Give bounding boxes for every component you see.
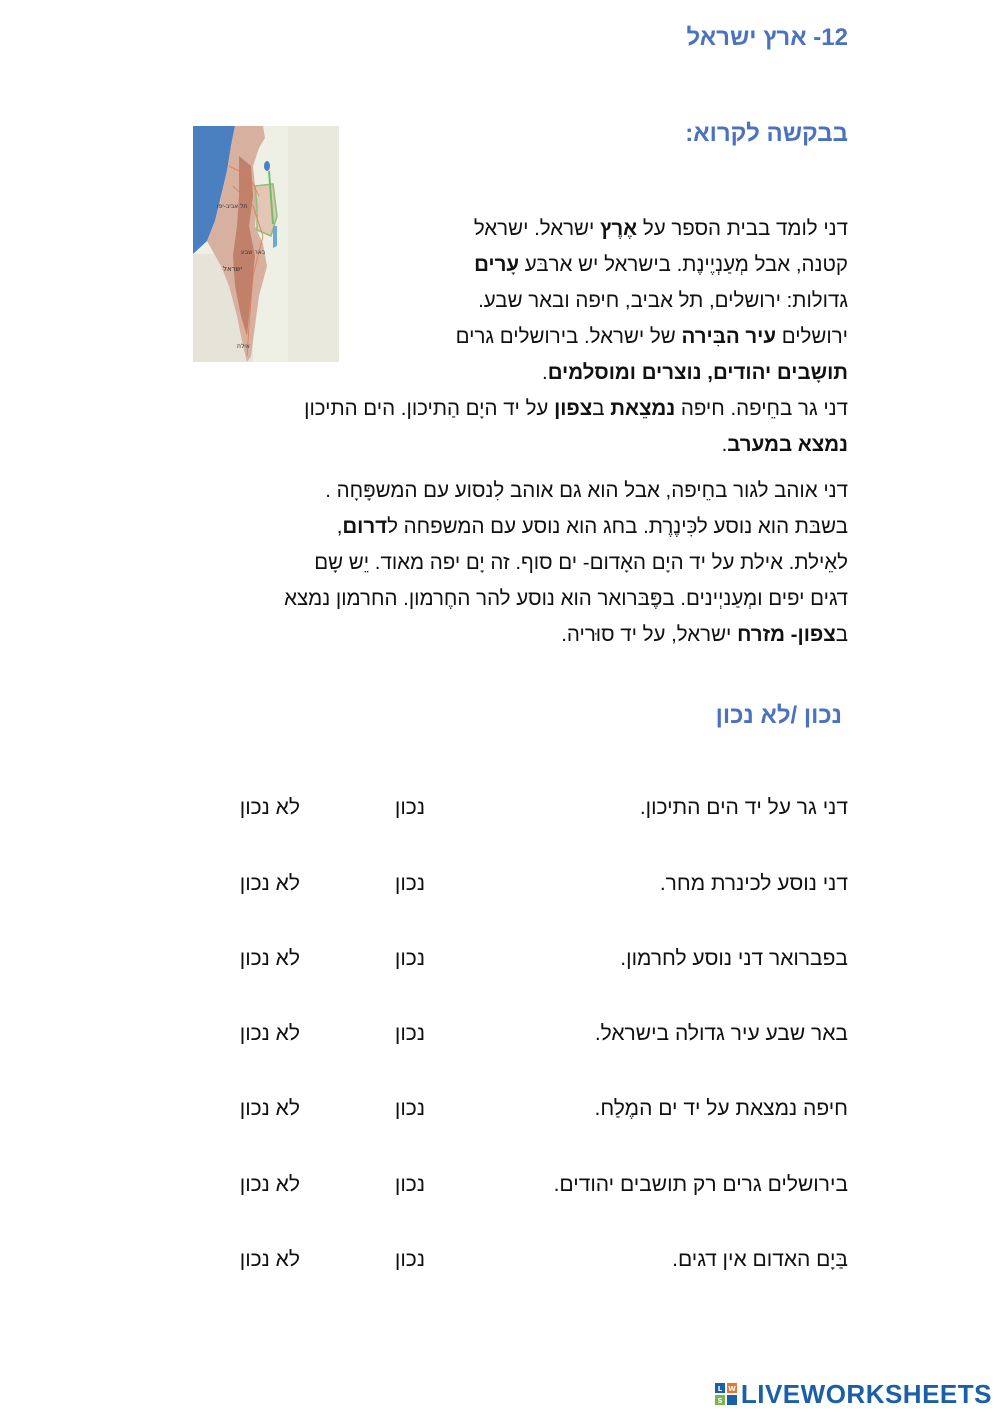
text-run: ב xyxy=(592,397,611,420)
text-run: דני גר בחֵיפה. חיפה xyxy=(675,397,848,420)
map-label-beer-sheva: באר שבע xyxy=(241,249,266,256)
text-run: . xyxy=(541,361,548,384)
answer-true-option[interactable]: נכון xyxy=(394,872,425,895)
statement-text: חיפה נמצאת על יד ים המֶלַח. xyxy=(594,1097,848,1120)
text-run: גדולות: ירושלים, תל אביב, חיפה ובאר שבע. xyxy=(478,289,848,312)
map-label-tel-aviv: תל אביב-יפו xyxy=(217,203,248,210)
text-run: ישראל. ישראל xyxy=(473,217,601,240)
page-title: 12- ארץ ישראל xyxy=(686,24,848,51)
paragraph-line xyxy=(148,581,848,617)
statement-text: דני גר על יד הים התיכון. xyxy=(639,796,848,819)
paragraph-line xyxy=(168,427,848,463)
statement-text: באר שבע עיר גדולה בישראל. xyxy=(594,1022,848,1045)
bold-keyword: עָרים xyxy=(474,253,520,276)
reading-paragraph-2 xyxy=(168,391,848,463)
true-false-row xyxy=(0,1167,1000,1207)
answer-true-option[interactable]: נכון xyxy=(394,796,425,819)
text-run: , xyxy=(336,515,343,538)
text-run: לאֵילת. אילת על יד היָם האָדום- ים סוף. זה יָם יפה מאוד. יֵש שָם xyxy=(314,551,848,574)
answer-true-option[interactable]: נכון xyxy=(394,1097,425,1120)
paragraph-line xyxy=(148,509,848,545)
text-run: דגים יפים ומְעַניְינים. בפֶּבּרואר הוא נוסע להר החֶרמון. החרמון נמצא xyxy=(284,587,848,610)
text-run: של ישראל. בירושלים גרים xyxy=(455,325,682,348)
bold-keyword: אֶרֶץ xyxy=(600,217,638,240)
answer-true-option[interactable]: נכון xyxy=(394,1248,425,1271)
true-false-row xyxy=(0,1016,1000,1056)
true-false-row xyxy=(0,941,1000,981)
paragraph-line xyxy=(148,545,848,581)
true-false-row xyxy=(0,1242,1000,1282)
text-run: דני אוהב לגור בחֵיפה, אבל הוא גם אוהב לִנסוע עם המשפָּחָה . xyxy=(325,479,848,502)
liveworksheets-logo xyxy=(715,1378,992,1410)
logo-mark-letter: L xyxy=(717,1385,723,1393)
statement-text: בַּיָם האדום אין דגים. xyxy=(672,1248,848,1271)
bold-keyword: מערב xyxy=(727,433,779,456)
paragraph-line xyxy=(168,391,848,427)
paragraph-line xyxy=(368,283,848,319)
text-run: . xyxy=(721,433,728,456)
paragraph-line xyxy=(148,617,848,653)
bold-keyword: נמצֵאת xyxy=(610,397,676,420)
text-run: דני לומד בבית הספר על xyxy=(637,217,848,240)
reading-paragraph-1 xyxy=(368,211,848,391)
text-run: ירושלים xyxy=(776,325,848,348)
answer-false-option[interactable]: לא נכון xyxy=(239,1022,300,1045)
answer-false-option[interactable]: לא נכון xyxy=(239,872,300,895)
liveworksheets-logo-text: LIVEWORKSHEETS xyxy=(740,1378,992,1409)
statement-text: בירושלים גרים רק תושבים יהודים. xyxy=(553,1173,848,1196)
paragraph-line xyxy=(148,473,848,509)
bold-keyword: צפון xyxy=(554,397,593,420)
true-false-row xyxy=(0,790,1000,830)
liveworksheets-logo-icon xyxy=(715,1383,737,1405)
reading-instruction: בבקשה לקרוא: xyxy=(685,120,848,147)
text-run: בשבּת הוא נוסע לכִּינֶרֶת. בחג הוא נוסע עם המשפחה ל xyxy=(387,515,848,538)
text-run: קטנה, אבל מְעַנְיֶינֶת. בישראל יש ארבּע xyxy=(519,253,848,276)
logo-mark-letter: W xyxy=(727,1385,736,1393)
paragraph-line xyxy=(368,319,848,355)
statement-text: בפברואר דני נוסע לחרמון. xyxy=(620,947,848,970)
logo-mark-letter: S xyxy=(717,1397,723,1405)
paragraph-line xyxy=(368,355,848,391)
map-label-eilat: אילת xyxy=(237,343,250,350)
paragraph-line xyxy=(368,247,848,283)
statement-text: דני נוסע לכינרת מחר. xyxy=(659,872,848,895)
true-false-row xyxy=(0,866,1000,906)
israel-map-image xyxy=(193,126,339,362)
bold-keyword: עיר הבִּירה xyxy=(681,325,777,348)
map-label-israel: ישראל xyxy=(223,265,243,273)
true-false-row xyxy=(0,1091,1000,1131)
answer-false-option[interactable]: לא נכון xyxy=(239,947,300,970)
text-run: על יד היָם הַתיכון. הים התיכון xyxy=(304,397,555,420)
answer-true-option[interactable]: נכון xyxy=(394,1173,425,1196)
text-run: ב xyxy=(835,623,848,646)
bold-keyword: דרום xyxy=(342,515,388,538)
answer-false-option[interactable]: לא נכון xyxy=(239,796,300,819)
answer-true-option[interactable]: נכון xyxy=(394,1022,425,1045)
bold-keyword: צפון- מזרח xyxy=(737,623,836,646)
bold-keyword: נמצא ב xyxy=(778,433,848,456)
text-run: ישראל, על יד סוּריה. xyxy=(561,623,738,646)
answer-true-option[interactable]: נכון xyxy=(394,947,425,970)
answer-false-option[interactable]: לא נכון xyxy=(239,1097,300,1120)
answer-false-option[interactable]: לא נכון xyxy=(239,1248,300,1271)
true-false-title: נכון /לא נכון xyxy=(715,702,842,729)
reading-paragraph-3 xyxy=(148,473,848,653)
bold-keyword: תושָבים יהודים, נוצרים ומוסלמים xyxy=(547,361,848,384)
paragraph-line xyxy=(368,211,848,247)
answer-false-option[interactable]: לא נכון xyxy=(239,1173,300,1196)
